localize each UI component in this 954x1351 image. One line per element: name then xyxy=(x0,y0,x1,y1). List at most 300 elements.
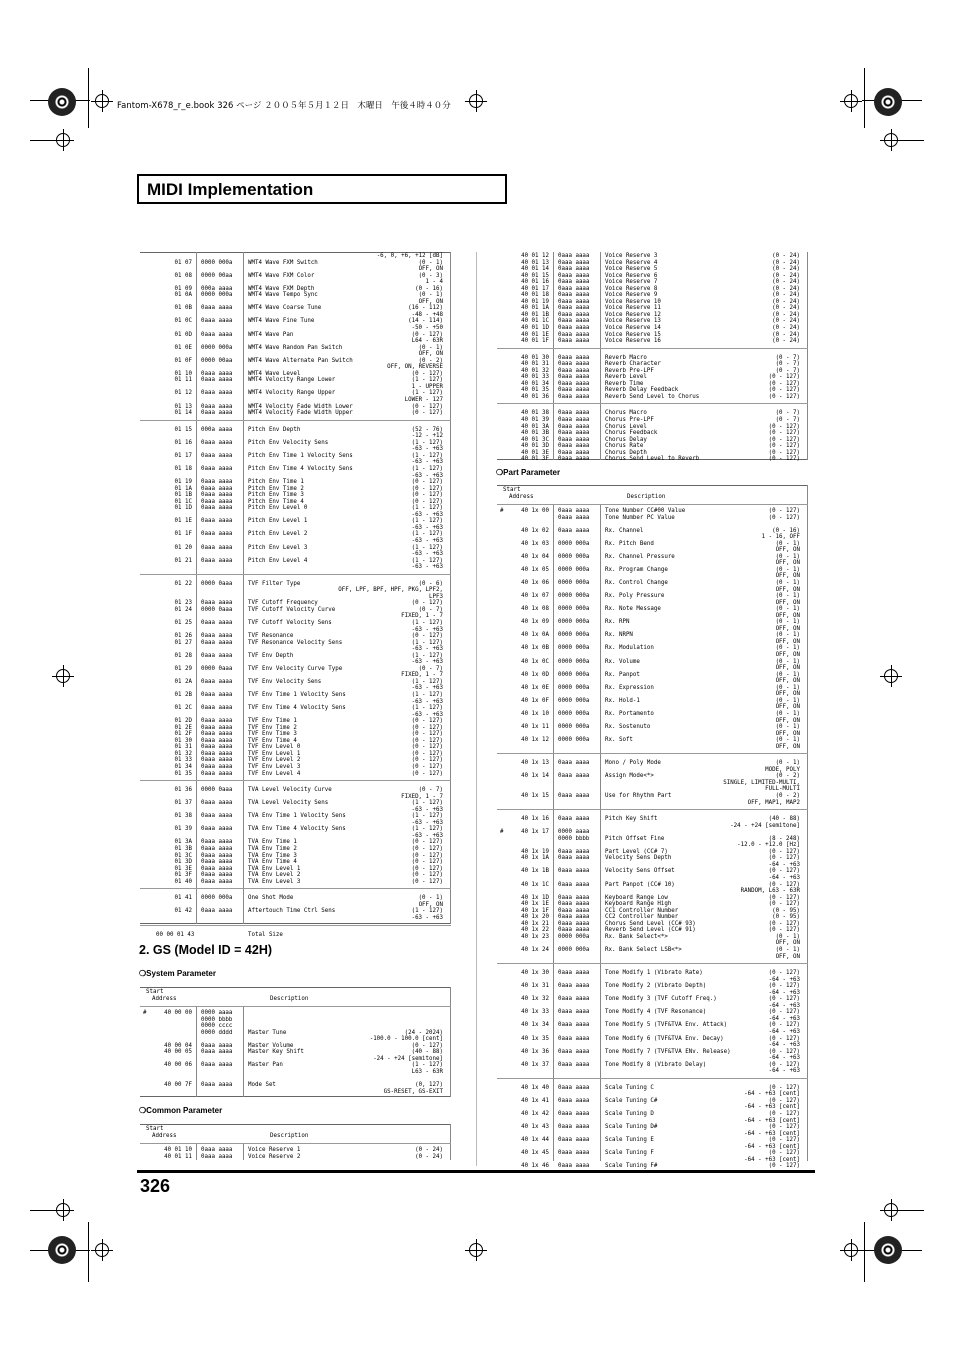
row-description: WMT4 Wave Coarse Tune xyxy=(248,305,322,312)
header-description: Description xyxy=(270,1133,309,1139)
row-data-bits: 0000 000a xyxy=(558,697,590,704)
row-description: Chorus Feedback xyxy=(605,430,658,437)
row-data-bits: 0aaa aaaa xyxy=(201,826,233,833)
table-row xyxy=(497,1163,808,1170)
table-row xyxy=(140,879,451,886)
row-data-bits: 0000 000a xyxy=(201,895,233,902)
row-data-bits: 0aaa aaaa xyxy=(558,311,590,318)
row-value-range: (0 - 127) xyxy=(411,498,443,505)
row-data-bits: 0aaa aaaa xyxy=(558,1022,590,1029)
row-address: 40 01 3E xyxy=(521,449,549,456)
row-data-bits: 0aaa aaaa xyxy=(558,894,590,901)
row-description: Voice Reserve 2 xyxy=(248,1153,301,1160)
section-title: MIDI Implementation xyxy=(147,180,314,199)
row-data-bits: 0aaa aaaa xyxy=(201,678,233,685)
part-table-body xyxy=(497,505,808,1170)
row-data-bits: 0aaa aaaa xyxy=(201,498,233,505)
row-value-range: -48 - +48 xyxy=(411,311,443,318)
row-description: Scale Tuning C xyxy=(605,1084,654,1091)
row-data-bits: 0aaa aaaa xyxy=(201,600,233,607)
row-address: 40 01 3F xyxy=(521,456,549,463)
row-data-bits: 0aaa aaaa xyxy=(201,318,233,325)
row-value-range: (0 - 7) xyxy=(418,665,443,672)
row-value-range: (52 - 76) xyxy=(411,426,443,433)
row-address: 01 15 xyxy=(174,426,192,433)
row-description: Total Size xyxy=(248,931,283,938)
row-value-range: (0 - 127) xyxy=(411,331,443,338)
row-value-range: (0 - 24) xyxy=(772,305,800,312)
row-description: Reverb Delay Feedback xyxy=(605,387,679,394)
row-value-range: -24 - +24 [semitone] xyxy=(730,822,800,829)
row-value-range: OFF, ON xyxy=(775,547,800,554)
row-description: Pitch Env Time 4 Velocity Sens xyxy=(248,465,353,472)
group-separator xyxy=(140,574,451,581)
row-description: TVF Env Time 1 xyxy=(248,718,297,725)
row-value-range: 1 - UPPER xyxy=(411,383,443,390)
row-data-bits: 0000 0aaa xyxy=(201,665,233,672)
row-data-bits: 0aaa aaaa xyxy=(201,1042,233,1049)
row-value-range: -6, 0, +6, +12 [dB] xyxy=(376,253,443,259)
row-description: Tone Number PC Value xyxy=(605,514,675,521)
row-address: 40 1x 17 xyxy=(521,829,549,836)
row-description: Master Key Shift xyxy=(248,1049,304,1056)
row-description: TVF Resonance Velocity Sens xyxy=(248,639,343,646)
row-value-range: (1 - 127) xyxy=(411,1062,443,1069)
crosshair-target-icon xyxy=(56,133,70,147)
row-value-range: (0 - 127) xyxy=(411,731,443,738)
row-value-range: OFF, ON xyxy=(775,678,800,685)
row-value-range: (0 - 1) xyxy=(775,619,800,626)
row-value-range: (0 - 127) xyxy=(411,718,443,725)
row-data-bits: 0aaa aaaa xyxy=(201,705,233,712)
crosshair-target-icon xyxy=(844,94,858,108)
row-data-bits: 0aaa aaaa xyxy=(201,377,233,384)
row-address: 40 01 1E xyxy=(521,331,549,338)
row-value-range: (0 - 24) xyxy=(415,1147,443,1153)
row-data-bits: 0aaa aaaa xyxy=(558,393,590,400)
row-data-bits: 0aaa aaaa xyxy=(201,518,233,525)
row-description: TVF Filter Type xyxy=(248,580,301,587)
row-address: 40 01 1B xyxy=(521,311,549,318)
row-data-bits: 0aaa aaaa xyxy=(558,816,590,823)
row-description: Mode Set xyxy=(248,1082,276,1089)
row-data-bits: 0aaa aaaa xyxy=(558,1124,590,1131)
row-address: 40 01 3A xyxy=(521,423,549,430)
row-flag: # xyxy=(500,508,504,514)
row-data-bits: 0aaa aaaa xyxy=(558,1163,590,1170)
row-data-bits: 0000 000a xyxy=(558,933,590,940)
crosshair-target-icon xyxy=(95,1243,109,1257)
row-data-bits: 0aaa aaaa xyxy=(201,872,233,879)
row-data-bits: 0aaa aaaa xyxy=(558,1097,590,1104)
row-description: WMT4 Velocity Fade Width Upper xyxy=(248,410,353,417)
row-data-bits: 0aaa aaaa xyxy=(558,298,590,305)
row-value-range: (1 - 127) xyxy=(411,505,443,512)
row-group xyxy=(497,816,808,960)
row-data-bits: 0aaa aaaa xyxy=(558,983,590,990)
row-description: Voice Reserve 14 xyxy=(605,325,661,332)
row-data-bits: 0000 bbbb xyxy=(558,835,590,842)
row-data-bits: 0aaa aaaa xyxy=(558,374,590,381)
row-description: TVA Env Time 3 xyxy=(248,852,297,859)
row-data-bits: 0aaa aaaa xyxy=(558,456,590,463)
row-address: 40 1x 1E xyxy=(521,901,549,908)
row-value-range: (0 - 127) xyxy=(411,724,443,731)
row-value-range: OFF, ON xyxy=(775,612,800,619)
row-description: Tone Modify 4 (TVF Resonance) xyxy=(605,1009,707,1016)
row-address: 01 39 xyxy=(174,826,192,833)
row-address: 01 3A xyxy=(174,839,192,846)
row-description: Voice Reserve 1 xyxy=(248,1147,301,1153)
row-description: Rx. Sostenuto xyxy=(605,724,651,731)
row-address: 01 3C xyxy=(174,852,192,859)
row-description: Voice Reserve 4 xyxy=(605,259,658,266)
row-value-range: (1 - 127) xyxy=(411,465,443,472)
row-data-bits: 0aaa aaaa xyxy=(558,272,590,279)
row-description: TVA Env Level 3 xyxy=(248,878,301,885)
row-address: 01 1A xyxy=(174,485,192,492)
row-data-bits: 0000 000a xyxy=(558,632,590,639)
row-address: 01 2D xyxy=(174,718,192,725)
header-address: Address xyxy=(152,1133,177,1139)
row-data-bits: 0aaa aaaa xyxy=(201,770,233,777)
row-data-bits: 0000 000a xyxy=(558,619,590,626)
row-address: 01 35 xyxy=(174,770,192,777)
row-address: 01 37 xyxy=(174,800,192,807)
row-value-range: (0 - 127) xyxy=(411,846,443,853)
row-description: Keyboard Range High xyxy=(605,901,672,908)
row-description: Chorus Delay xyxy=(605,436,647,443)
row-value-range: (0 - 127) xyxy=(768,1124,800,1131)
row-data-bits: 0aaa aaaa xyxy=(201,1153,233,1160)
row-value-range: LPF3 xyxy=(429,593,443,600)
row-description: WMT4 Wave FXM Color xyxy=(248,272,315,279)
row-group xyxy=(497,410,808,462)
row-value-range: -64 - +63 xyxy=(768,1002,800,1009)
row-data-bits: 000a aaaa xyxy=(201,426,233,433)
row-value-range: -64 - +63 [cent] xyxy=(744,1104,800,1111)
row-value-range: (1 - 127) xyxy=(411,518,443,525)
row-address: 01 1B xyxy=(174,492,192,499)
row-description: Pitch Env Velocity Sens xyxy=(248,439,329,446)
row-address: 40 01 3C xyxy=(521,436,549,443)
row-address: 01 3D xyxy=(174,859,192,866)
row-description: Pitch Env Level 0 xyxy=(248,505,308,512)
row-value-range: FULL-MULTI xyxy=(765,786,800,793)
row-address: 40 01 32 xyxy=(521,367,549,374)
row-data-bits: 0aaa aaaa xyxy=(558,792,590,799)
row-address: 01 14 xyxy=(174,410,192,417)
row-value-range: MODE, POLY xyxy=(765,766,800,773)
row-address: 01 41 xyxy=(174,895,192,902)
row-value-range: (0 - 24) xyxy=(772,259,800,266)
row-description: TVF Env Time 2 xyxy=(248,724,297,731)
row-value-range: -63 - +63 xyxy=(411,626,443,633)
row-data-bits: 0aaa aaaa xyxy=(558,773,590,780)
header-start: Start xyxy=(146,989,164,995)
row-value-range: OFF, ON xyxy=(775,599,800,606)
row-description: Master Tune xyxy=(248,1029,287,1036)
row-description: Pitch Env Time 1 xyxy=(248,479,304,486)
row-group xyxy=(497,760,808,806)
row-address: 40 1x 19 xyxy=(521,848,549,855)
row-description: Tone Modify 2 (Vibrato Depth) xyxy=(605,983,707,990)
row-value-range: (0 - 1) xyxy=(775,658,800,665)
gs-section-heading: 2. GS (Model ID = 42H) xyxy=(139,943,273,957)
row-group xyxy=(497,508,808,750)
row-value-range: (1 - 127) xyxy=(411,652,443,659)
row-value-range: -64 - +63 xyxy=(768,1015,800,1022)
row-value-range: (0 - 127) xyxy=(768,855,800,862)
row-value-range: (1 - 127) xyxy=(411,678,443,685)
row-group xyxy=(140,253,451,417)
table-row xyxy=(140,564,451,571)
row-description: Pitch Env Depth xyxy=(248,426,301,433)
row-data-bits: 0000 0aaa xyxy=(201,580,233,587)
row-description: Chorus Rate xyxy=(605,443,644,450)
row-description: Mono / Poly Mode xyxy=(605,760,661,767)
row-value-range: -63 - +63 xyxy=(411,914,443,921)
row-data-bits: 0000 bbbb xyxy=(201,1016,233,1023)
row-data-bits: 0000 000a xyxy=(558,710,590,717)
row-value-range: (0 - 2) xyxy=(775,773,800,780)
header-start: Start xyxy=(503,487,521,493)
row-data-bits: 0aaa aaaa xyxy=(201,846,233,853)
row-value-range: (0 - 127) xyxy=(768,443,800,450)
row-address: 40 01 15 xyxy=(521,272,549,279)
row-description: Voice Reserve 9 xyxy=(605,292,658,299)
crosshair-target-icon xyxy=(56,669,70,683)
row-address: 40 1x 16 xyxy=(521,816,549,823)
row-data-bits: 0aaa aaaa xyxy=(558,1048,590,1055)
row-address: 40 1x 33 xyxy=(521,1009,549,1016)
row-value-range: OFF, ON xyxy=(775,573,800,580)
row-value-range: OFF, ON xyxy=(418,901,443,908)
table-row xyxy=(497,800,808,807)
table-header xyxy=(140,1124,451,1144)
row-description: TVA Env Time 4 Velocity Sens xyxy=(248,826,346,833)
row-value-range: (0 - 16) xyxy=(772,527,800,534)
row-value-range: 1 - 16, OFF xyxy=(761,534,800,541)
row-data-bits: 0000 000a xyxy=(558,553,590,560)
row-address: 01 27 xyxy=(174,639,192,646)
row-address: 40 01 1C xyxy=(521,318,549,325)
row-data-bits: 0aaa aaaa xyxy=(558,760,590,767)
row-address: 01 1C xyxy=(174,498,192,505)
row-data-bits: 0aaa aaaa xyxy=(201,692,233,698)
row-data-bits: 0000 aaaa xyxy=(201,1010,233,1016)
row-description: Tone Modify 3 (TVF Cutoff Freq.) xyxy=(605,996,717,1003)
row-address: 40 01 39 xyxy=(521,417,549,424)
row-data-bits: 0000 000a xyxy=(201,344,233,351)
row-value-range: (0 - 1) xyxy=(418,895,443,902)
row-data-bits: 0aaa aaaa xyxy=(558,387,590,394)
row-value-range: (0 - 1) xyxy=(775,710,800,717)
table-row xyxy=(497,954,808,961)
row-data-bits: 0aaa aaaa xyxy=(558,380,590,387)
row-value-range: -64 - +63 xyxy=(768,874,800,881)
row-value-range: (0 - 7) xyxy=(418,606,443,613)
row-description: Part Level (CC# 7) xyxy=(605,848,668,855)
row-address: 40 1x 14 xyxy=(521,773,549,780)
row-data-bits: 0aaa aaaa xyxy=(558,361,590,368)
row-value-range: (0 - 1) xyxy=(418,292,443,299)
row-address: 40 01 17 xyxy=(521,285,549,292)
row-value-range: -63 - +63 xyxy=(411,832,443,839)
row-data-bits: 0aaa aaaa xyxy=(558,855,590,862)
row-data-bits: 0000 00aa xyxy=(201,272,233,279)
row-value-range: -63 - +63 xyxy=(411,564,443,571)
row-value-range: -100.0 - 100.0 [cent] xyxy=(369,1036,443,1043)
row-address: 01 36 xyxy=(174,787,192,794)
row-data-bits: 0aaa aaaa xyxy=(558,279,590,286)
row-description: Rx. Panpot xyxy=(605,671,640,678)
row-data-bits: 0000 cccc xyxy=(201,1023,233,1030)
common-parameter-heading: ❍Common Parameter xyxy=(139,1106,223,1115)
row-value-range: -63 - +63 xyxy=(411,459,443,466)
row-value-range: -63 - +63 xyxy=(411,524,443,531)
row-address: 01 30 xyxy=(174,737,192,744)
row-value-range: (0 - 2) xyxy=(418,357,443,364)
row-value-range: (0 - 127) xyxy=(768,374,800,381)
row-description: Voice Reserve 3 xyxy=(605,253,658,259)
group-separator xyxy=(140,420,451,427)
row-address: 40 01 14 xyxy=(521,266,549,273)
row-value-range: (1 - 127) xyxy=(411,544,443,551)
row-description: Rx. Soft xyxy=(605,737,633,744)
row-value-range: (0 - 6) xyxy=(418,580,443,587)
row-value-range: (0 - 95) xyxy=(772,907,800,914)
row-value-range: (0 - 127) xyxy=(768,508,800,514)
row-description: Pitch Key Shift xyxy=(605,816,658,823)
row-value-range: OFF, LPF, BPF, HPF, PKG, LPF2, xyxy=(338,587,443,594)
row-description: TVA Env Time 4 xyxy=(248,859,297,866)
row-address: 01 1D xyxy=(174,505,192,512)
row-address: 40 1x 0C xyxy=(521,658,549,665)
row-description: Assign Mode<*> xyxy=(605,773,654,780)
row-value-range: (0 - 127) xyxy=(768,387,800,394)
group-separator xyxy=(497,963,808,970)
row-value-range: (0 - 7) xyxy=(775,367,800,374)
row-data-bits: 0aaa aaaa xyxy=(201,813,233,820)
row-value-range: (0 - 127) xyxy=(768,881,800,888)
row-data-bits: 0aaa aaaa xyxy=(201,800,233,807)
row-address: 01 10 xyxy=(174,370,192,377)
row-description: Voice Reserve 16 xyxy=(605,338,661,345)
row-address: 01 34 xyxy=(174,764,192,771)
header-description: Description xyxy=(627,494,666,500)
row-address: 40 00 7F xyxy=(164,1082,192,1089)
row-value-range: (0 - 127) xyxy=(411,479,443,486)
row-value-range: (0 - 127) xyxy=(768,1048,800,1055)
row-description: Scale Tuning D# xyxy=(605,1124,658,1131)
row-address: 40 1x 12 xyxy=(521,737,549,744)
row-data-bits: 0aaa aaaa xyxy=(558,443,590,450)
row-value-range: OFF, ON xyxy=(775,717,800,724)
row-description: Voice Reserve 8 xyxy=(605,285,658,292)
row-description: TVA Env Time 1 xyxy=(248,839,297,846)
row-value-range: (0 - 16) xyxy=(415,285,443,292)
row-data-bits: 0aaa aaaa xyxy=(558,292,590,299)
row-value-range: (24 - 2024) xyxy=(404,1029,443,1036)
row-data-bits: 0aaa aaaa xyxy=(558,417,590,424)
row-address: 40 01 13 xyxy=(521,259,549,266)
row-value-range: -12 - +12 xyxy=(411,433,443,440)
row-address: 40 00 05 xyxy=(164,1049,192,1056)
row-description: Chorus Level xyxy=(605,423,647,430)
row-address: 40 1x 15 xyxy=(521,792,549,799)
row-value-range: (0 - 1) xyxy=(775,697,800,704)
row-description: Chorus Depth xyxy=(605,449,647,456)
table-row xyxy=(497,394,808,401)
row-address: 40 01 31 xyxy=(521,361,549,368)
row-address: 01 23 xyxy=(174,600,192,607)
row-value-range: OFF, ON xyxy=(775,691,800,698)
row-data-bits: 0000 000a xyxy=(558,566,590,573)
crosshair-target-icon xyxy=(884,1203,898,1217)
row-value-range: -64 - +63 xyxy=(768,976,800,983)
row-data-bits: 0aaa aaaa xyxy=(558,259,590,266)
row-description: WMT4 Velocity Range Lower xyxy=(248,377,336,384)
row-value-range: (1 - 127) xyxy=(411,531,443,538)
row-data-bits: 0aaa aaaa xyxy=(201,718,233,725)
row-value-range: -12.0 - +12.0 [Hz] xyxy=(737,842,800,849)
row-description: WMT4 Wave Random Pan Switch xyxy=(248,344,343,351)
row-address: 01 2C xyxy=(174,705,192,712)
row-address: 40 01 1A xyxy=(521,305,549,312)
row-address: 40 1x 35 xyxy=(521,1035,549,1042)
row-data-bits: 0000 000a xyxy=(201,259,233,266)
row-value-range: (0 - 127) xyxy=(411,492,443,499)
common-continued-body xyxy=(497,252,808,463)
row-description: TVF Resonance xyxy=(248,633,294,640)
row-value-range: (0 - 24) xyxy=(772,331,800,338)
row-value-range: -63 - +63 xyxy=(411,819,443,826)
row-value-range: (0 - 127) xyxy=(768,380,800,387)
row-address: 01 16 xyxy=(174,439,192,446)
row-description: Pitch Env Level 4 xyxy=(248,557,308,564)
row-address: 01 07 xyxy=(174,259,192,266)
row-value-range: (0 - 1) xyxy=(775,606,800,613)
crosshair-target-icon xyxy=(469,1243,483,1257)
row-value-range: (0 - 24) xyxy=(772,253,800,259)
row-address: 40 1x 0F xyxy=(521,697,549,704)
row-data-bits: 000a aaaa xyxy=(201,285,233,292)
row-data-bits: 0000 000a xyxy=(558,606,590,613)
row-value-range: (1 - 127) xyxy=(411,692,443,698)
row-description: CC1 Controller Number xyxy=(605,907,679,914)
row-data-bits: 0aaa aaaa xyxy=(558,430,590,437)
row-address: 01 2E xyxy=(174,724,192,731)
row-value-range: -64 - +63 [cent] xyxy=(744,1130,800,1137)
table-row xyxy=(140,1154,451,1161)
row-value-range: OFF, ON xyxy=(775,704,800,711)
group-separator xyxy=(140,888,451,895)
row-value-range: -63 - +63 xyxy=(411,685,443,692)
row-value-range: -63 - +63 xyxy=(411,659,443,666)
column-divider xyxy=(476,252,477,1166)
row-description: Voice Reserve 15 xyxy=(605,331,661,338)
row-group xyxy=(140,787,451,885)
row-data-bits: 0aaa aaaa xyxy=(558,1009,590,1016)
row-data-bits: 0aaa aaaa xyxy=(558,367,590,374)
row-value-range: FIXED, 1 - 7 xyxy=(401,793,443,800)
row-data-bits: 0000 000a xyxy=(558,540,590,547)
row-description: One Shot Mode xyxy=(248,895,294,902)
row-value-range: -63 - +63 xyxy=(411,698,443,705)
row-value-range: (0, 127) xyxy=(415,1082,443,1089)
row-description: TVF Cutoff Velocity Sens xyxy=(248,619,332,626)
